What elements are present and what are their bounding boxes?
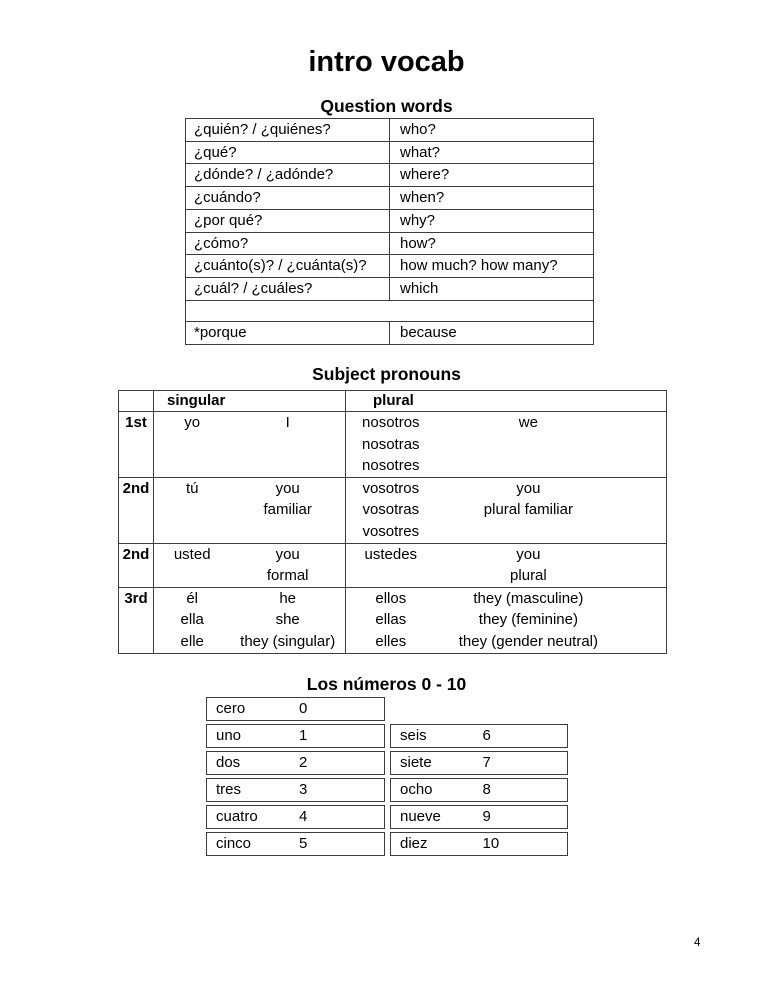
- spanish-pronouns: [154, 544, 230, 587]
- question-words-table: [185, 118, 594, 345]
- number-row: [206, 697, 385, 721]
- pronoun-line: you: [275, 479, 300, 497]
- spanish-pronouns: [154, 588, 230, 653]
- pronoun-line: we: [518, 414, 538, 431]
- plural-cell: [346, 412, 667, 478]
- question-english-cell: what?: [390, 141, 594, 164]
- spanish-pronouns: [346, 412, 436, 477]
- page-title: intro vocab: [308, 46, 465, 78]
- pronoun-line: nosotros: [362, 414, 420, 431]
- pronoun-line: ellos: [375, 589, 407, 607]
- plural-cell: [346, 477, 667, 543]
- number-word: nueve: [400, 808, 441, 825]
- english-pronouns: [230, 544, 345, 587]
- english-pronouns: [230, 478, 345, 521]
- person-label: 2nd: [119, 543, 154, 587]
- number-row: [206, 751, 385, 775]
- table-row: [186, 119, 594, 142]
- question-spanish-cell: ¿cómo?: [186, 232, 390, 255]
- number-row: [206, 724, 385, 748]
- english-pronouns: [436, 478, 622, 543]
- question-spanish-cell: *porque: [186, 322, 390, 345]
- spacer-cell: [186, 300, 594, 322]
- question-spanish-cell: ¿qué?: [186, 141, 390, 164]
- question-spanish-cell: ¿cuál? / ¿cuáles?: [186, 277, 390, 300]
- pronoun-line: tú: [185, 479, 199, 497]
- table-row: [186, 164, 594, 187]
- number-value: 2: [299, 754, 308, 771]
- pronoun-line: they (singular): [240, 632, 336, 650]
- numbers-table-right: [390, 724, 568, 859]
- english-pronouns: [436, 412, 622, 477]
- question-spanish-cell: ¿dónde? / ¿adónde?: [186, 164, 390, 187]
- number-row: [390, 805, 568, 829]
- spanish-pronouns: [154, 478, 230, 521]
- table-row: [186, 255, 594, 278]
- number-word: tres: [216, 781, 242, 798]
- plural-cell: [346, 543, 667, 587]
- plural-cell: [346, 587, 667, 653]
- singular-cell: [154, 412, 346, 478]
- spanish-pronouns: [154, 412, 230, 434]
- header-row: [119, 391, 667, 412]
- pronoun-line: plural: [510, 567, 547, 585]
- heading-numbers: Los números 0 - 10: [306, 674, 467, 694]
- number-word: cinco: [216, 835, 252, 852]
- question-spanish-cell: ¿cuánto(s)? / ¿cuánta(s)?: [186, 255, 390, 278]
- spanish-pronouns: [346, 478, 436, 543]
- person-label: 3rd: [119, 587, 154, 653]
- singular-cell: [154, 543, 346, 587]
- pronoun-line: formal: [266, 567, 309, 585]
- pronoun-line: yo: [184, 414, 201, 431]
- table-row: [186, 232, 594, 255]
- page-number: 4: [694, 937, 701, 949]
- number-value: 5: [299, 835, 308, 852]
- question-english-cell: why?: [390, 209, 594, 232]
- number-value: 10: [482, 835, 500, 852]
- number-value: 1: [299, 727, 308, 744]
- english-pronouns: [436, 544, 622, 587]
- table-row: [186, 187, 594, 210]
- subject-pronouns-table: [118, 390, 667, 654]
- pronoun-line: plural familiar: [483, 501, 573, 519]
- number-value: 8: [482, 781, 491, 798]
- number-word: diez: [400, 835, 428, 852]
- pronoun-line: they (masculine): [473, 589, 584, 607]
- heading-subject-pronouns: Subject pronouns: [312, 364, 461, 384]
- number-row: [390, 751, 568, 775]
- pronoun-line: ustedes: [364, 545, 418, 563]
- pronoun-line: vosotros: [362, 479, 420, 497]
- heading-question-words: Question words: [320, 96, 453, 116]
- spanish-pronouns: [346, 588, 436, 653]
- person-label: 2nd: [119, 477, 154, 543]
- pronoun-line: I: [285, 414, 290, 431]
- number-row: [206, 832, 385, 856]
- pronoun-line: él: [186, 589, 199, 607]
- pronoun-line: nosotras: [362, 435, 420, 453]
- pronoun-line: they (gender neutral): [458, 632, 599, 650]
- pronoun-line: you: [516, 479, 541, 497]
- pronoun-line: familiar: [263, 501, 312, 519]
- singular-header-cell: singular: [154, 391, 346, 412]
- question-english-cell: who?: [390, 119, 594, 142]
- table-row: [186, 141, 594, 164]
- question-english-cell: how much? how many?: [390, 255, 594, 278]
- pronoun-line: ella: [180, 611, 204, 629]
- table-row: [119, 412, 667, 478]
- person-label: 1st: [119, 412, 154, 478]
- singular-cell: [154, 587, 346, 653]
- number-row: [390, 724, 568, 748]
- number-value: 0: [299, 700, 308, 717]
- number-row: [206, 805, 385, 829]
- pronoun-line: they (feminine): [478, 611, 578, 629]
- number-row: [390, 778, 568, 802]
- question-english-cell: because: [390, 322, 594, 345]
- pronoun-line: vosotres: [362, 522, 420, 540]
- pronoun-line: elle: [180, 632, 204, 650]
- spacer-row: [186, 300, 594, 322]
- number-word: cero: [216, 700, 246, 717]
- pronoun-line: ellas: [375, 611, 407, 629]
- pronoun-line: you: [275, 545, 300, 563]
- table-row: [119, 477, 667, 543]
- person-header-cell: [119, 391, 154, 412]
- number-value: 3: [299, 781, 308, 798]
- number-value: 9: [482, 808, 491, 825]
- pronoun-line: nosotres: [362, 457, 420, 475]
- pronoun-line: usted: [173, 545, 211, 563]
- number-word: ocho: [400, 781, 433, 798]
- pronoun-line: she: [275, 611, 300, 629]
- pronoun-line: elles: [375, 632, 407, 650]
- note-row: [186, 322, 594, 345]
- number-word: dos: [216, 754, 241, 771]
- number-word: uno: [216, 727, 242, 744]
- number-row: [206, 778, 385, 802]
- singular-cell: [154, 477, 346, 543]
- pronoun-line: you: [516, 545, 541, 563]
- english-pronouns: [436, 588, 622, 653]
- table-row: [186, 277, 594, 300]
- question-spanish-cell: ¿quién? / ¿quiénes?: [186, 119, 390, 142]
- number-value: 4: [299, 808, 308, 825]
- number-word: seis: [400, 727, 427, 744]
- english-pronouns: [230, 412, 345, 434]
- question-english-cell: where?: [390, 164, 594, 187]
- table-row: [186, 209, 594, 232]
- spanish-pronouns: [346, 544, 436, 587]
- question-english-cell: when?: [390, 187, 594, 210]
- table-row: [119, 543, 667, 587]
- plural-header-cell: plural: [346, 391, 667, 412]
- number-row: [390, 832, 568, 856]
- number-value: 7: [482, 754, 491, 771]
- question-spanish-cell: ¿por qué?: [186, 209, 390, 232]
- number-word: cuatro: [216, 808, 258, 825]
- pronoun-line: vosotras: [362, 501, 420, 519]
- question-spanish-cell: ¿cuándo?: [186, 187, 390, 210]
- table-row: [119, 587, 667, 653]
- english-pronouns: [230, 588, 345, 653]
- question-english-cell: how?: [390, 232, 594, 255]
- numbers-table-left: [206, 697, 385, 859]
- number-value: 6: [482, 727, 491, 744]
- question-english-cell: which: [390, 277, 594, 300]
- pronoun-line: he: [279, 589, 297, 607]
- number-word: siete: [400, 754, 432, 771]
